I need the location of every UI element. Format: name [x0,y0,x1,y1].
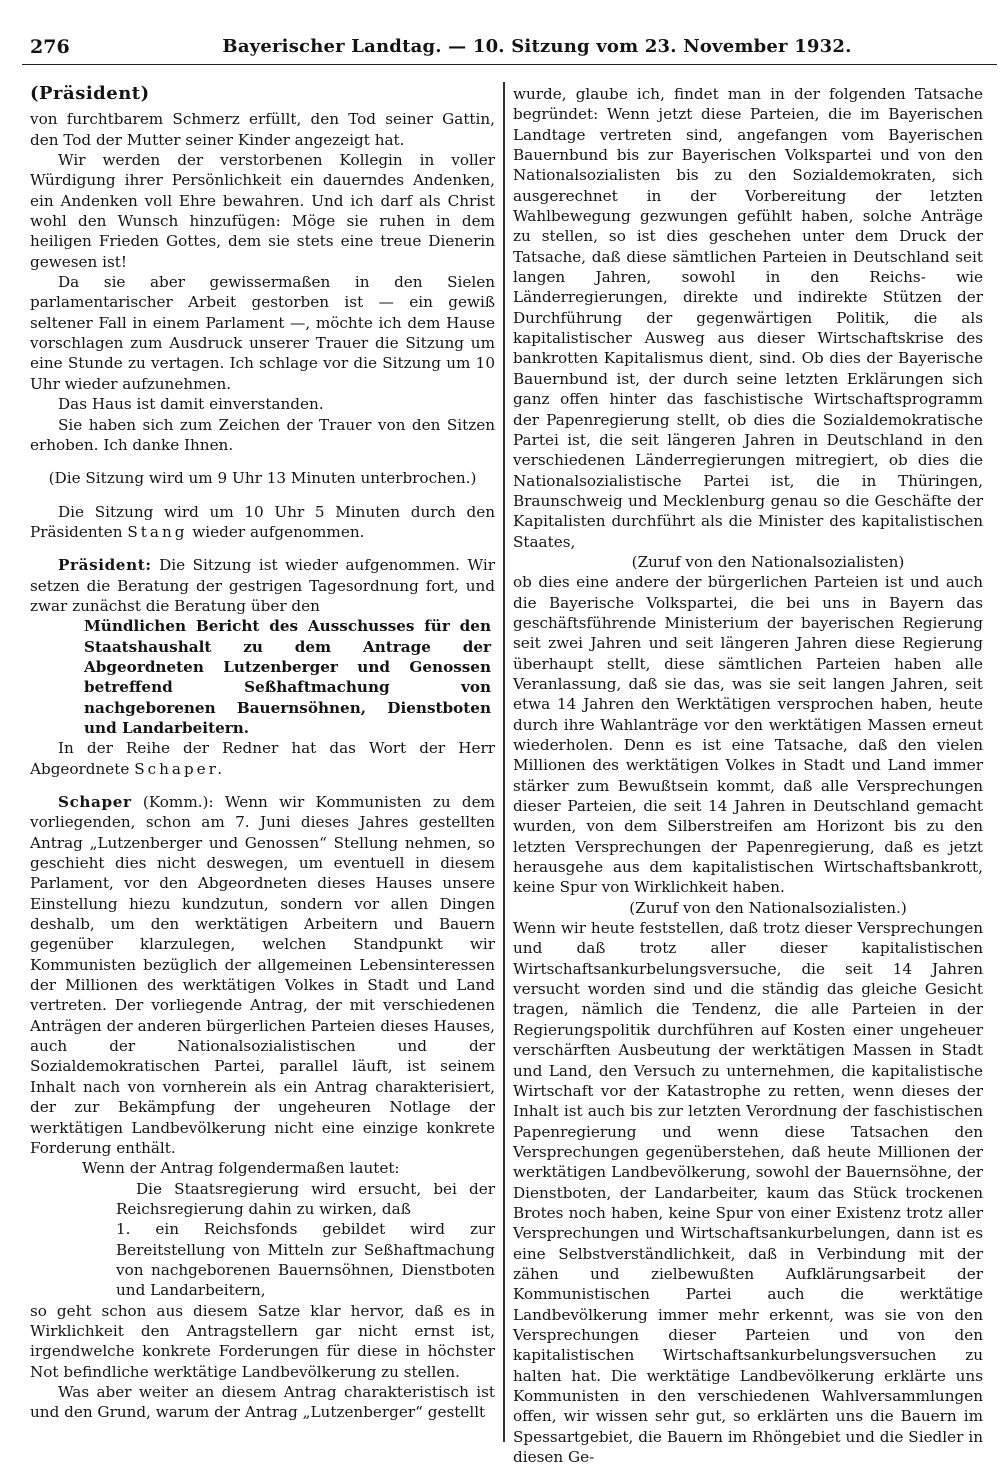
paragraph [30,792,495,1158]
paragraph [30,738,495,779]
paragraph [30,502,495,543]
session-interruption-note: (Die Sitzung wird um 9 Uhr 13 Minuten unterbrochen.) [48,469,477,488]
paragraph: Das Haus ist damit einverstanden. [58,395,324,414]
paragraph: Sie haben sich zum Zeichen der Trauer von den Sitzen erhoben. Ich danke Ihnen. [30,415,495,454]
president-name: Stang [127,522,188,541]
paragraph: von furchtbarem Schmerz erfüllt, den Tod seiner Gattin, den Tod der Mutter seiner Kinder angezeigt hat. [30,110,495,149]
text: wieder aufgenommen. [192,522,365,541]
quoted-motion-item: 1. ein Reichsfonds gebildet wird zur Bereitstellung von Mitteln zur Seßhaftmachung von nachgeborenen Bauernsöhnen, Dienstboten und Landarbeitern, [116,1220,495,1300]
paragraph [30,555,495,616]
column-divider [503,82,505,1442]
right-column [513,84,983,1467]
speaker-label: Präsident: [58,556,152,575]
page-number: 276 [30,36,70,58]
paragraph: ob dies eine andere der bürgerlichen Parteien ist und auch die Bayerische Volkspartei, die bei uns in Bayern das geschäftsführende Ministerium der bayerischen Regierung seit zwei Jahren und seit längeren Jahren diese Regierung überhaupt stellt, diese sämtlichen Parteien haben alle Veranlassung, daß sie das, was sie seit langen Jahren, seit etwa 14 Jahren den Werktätigen versprochen haben, heute durch ihre Wahlanträge vor den werktätigen Massen erneut wiederholen. Denn es ist eine Tatsache, daß den vielen Millionen des werktätigen Volkes in Stadt und Land immer stärker zum Bewußtsein kommt, daß alle Versprechungen dieser Parteien, die seit 14 Jahren in Deutschland gemacht wurden, von dem Silberstreifen am Horizont bis zu den letzten Versprechungen der Papenregierung, daß es jetzt herausgehe aus dem kapitalistischen Wirtschaftsbankrott, keine Spur von Wirklichkeit haben. [513,573,983,897]
text: Die Sitzung ist wieder aufgenommen. Wir setzen die Beratung der gestrigen Tagesordnung fort, und zwar zunächst die Beratung über den [30,556,495,615]
text: Die Sitzung wird um 10 Uhr 5 Minuten durch den Präsidenten [30,502,495,541]
speaker-name: Schaper. [134,759,226,778]
speaker-heading: (Präsident) [30,83,150,104]
quoted-motion: Die Staatsregierung wird ersucht, bei der Reichsregierung dahin zu wirken, daß [116,1179,495,1218]
text: Wenn wir Kommunisten zu dem vorliegenden, schon am 7. Juni dieses Jahres gestellten Antrag „Lutzenberger und Genossen“ Stellung nehmen, so geschieht dies nicht deswegen, um eventuell in diesem Parlament, vor den Abgeordneten dieses Hauses unsere Einstellung hiezu kundzutun, sondern vor allen Dingen deshalb, um den werktätigen Arbeitern und Bauern gegenüber klarzulegen, welchen Standpunkt wir Kommunisten bezüglich der allgemeinen Lebensinteressen der Millionen des werktätigen Volkes in Stadt und Land vertreten. Der vorliegende Antrag, der mit verschiedenen Anträgen der anderen bürgerlichen Parteien dieses Hauses, auch der Nationalsozialistischen und der Sozialdemokratischen Partei, parallel läuft, ist seinem Inhalt nach von vornherein als ein Antrag charakterisiert, der zur Bekämpfung der ungeheuren Notlage der werktätigen Landbevölkerung nicht eine einzige konkrete Forderung enthält. [30,793,496,1157]
agenda-item-title: Mündlichen Bericht des Ausschusses für den Staatshaushalt zu dem Antrage der Abgeordneten Lutzenberger und Genossen betreffend Seßhaftmachung von nachgeborenen Bauernsöhnen, Dienstboten und Landarbeitern. [84,617,491,737]
interjection: (Zuruf von den Nationalsozialisten) [631,552,905,571]
interjection: (Zuruf von den Nationalsozialisten.) [629,898,907,917]
paragraph: so geht schon aus diesem Satze klar hervor, daß es in Wirklichkeit den Antragstellern gar nicht ernst ist, irgendwelche konkrete Forderungen für diese in höchster Not befindliche werktätige Landbevölkerung zu stellen. [30,1301,495,1381]
page-header [22,30,997,65]
paragraph: Wenn wir heute feststellen, daß trotz dieser Versprechungen und daß trotz aller dieser kapitalistischen Wirtschaftsankurbelungsversuche, die seit 14 Jahren versucht worden sind und die ständig das gleiche Gesicht tragen, nämlich die Tendenz, die alle Parteien in der Regierungspolitik durchführen auf Kosten einer ungeheuer verschärften Ausbeutung der werktätigen Massen in Stadt und Land, den Versuch zu unternehmen, die kapitalistische Wirtschaft vor der Katastrophe zu retten, wenn dieses der Inhalt ist auch bis zur letzten Verordnung der faschistischen Papenregierung und wenn diese Tatsachen den Versprechungen gegenüberstehen, daß heute Millionen der werktätigen Landbevölkerung, sowohl der Bauernsöhne, der Dienstboten, der Landarbeiter, kaum das Stück trockenen Brotes noch haben, keine Spur von einer Existenz trotz aller Versprechungen und Wirtschaftsankurbelungen, dann ist es eine Selbstverständlichkeit, daß in Verbindung mit der zähen und zielbewußten Aufklärungsarbeit der Kommunistischen Partei auch die werktätige Landbevölkerung immer mehr erkennt, was sie von den Versprechungen dieser Parteien und von den kapitalistischen Wirtschaftsankurbelungsversuchen zu halten hat. Die werktätige Landbevölkerung erklärte uns Kommunisten in den verschiedenen Wahlversammlungen offen, wir wissen sehr gut, so erklärten uns die Bauern im Spessartgebiet, die Bauern im Rhöngebiet und die Siedler in diesen Ge- [513,919,983,1467]
running-head: Bayerischer Landtag. — 10. Sitzung vom 23. November 1932. [222,36,852,57]
text: In der Reihe der Redner hat das Wort der Herr Abgeordnete [30,739,495,778]
paragraph: Wir werden der verstorbenen Kollegin in voller Würdigung ihrer Persönlichkeit ein dauerndes Andenken, ein Andenken voll Ehre bewahren. Und ich darf als Christ wohl den Wunsch hinzufügen: Möge sie ruhen in dem heiligen Frieden Gottes, dem sie stets eine treue Dienerin gewesen ist! [30,151,495,271]
party-label: (Komm.): [142,793,214,811]
paragraph: Was aber weiter an diesem Antrag charakteristisch ist und den Grund, warum der Antrag „Lutzenberger“ gestellt [30,1382,495,1422]
paragraph: Da sie aber gewissermaßen in den Sielen parlamentarischer Arbeit gestorben ist — ein gewiß seltener Fall in einem Parlament —, möchte ich dem Hause vorschlagen zum Ausdruck unserer Trauer die Sitzung um eine Stunde zu vertagen. Ich schlage vor die Sitzung um 10 Uhr wieder aufzunehmen. [30,273,495,393]
speaker-label: Schaper [58,793,132,811]
left-column [30,84,495,1439]
paragraph: Wenn der Antrag folgendermaßen lautet: [82,1159,400,1178]
paragraph: wurde, glaube ich, findet man in der folgenden Tatsache begründet: Wenn jetzt diese Parteien, die im Bayerischen Landtage vertreten sind, angefangen vom Bayerischen Bauernbund bis zur Bayerischen Volkspartei und von den Nationalsozialisten bis zu den Sozialdemokraten, sich ausgerechnet in der Vorbereitung der letzten Wahlbewegung gezwungen gefühlt haben, solche Anträge zu stellen, so ist dies geschehen unter dem Druck der Tatsache, daß diese sämtlichen Parteien in Deutschland seit langen Jahren, sowohl in den Reichs- wie Länderregierungen, direkte und indirekte Stützen der Durchführung der gegenwärtigen Politik, die als kapitalistischer Ausweg aus dieser Wirtschaftskrise des bankrotten Kapitalismus dient, sind. Ob dies der Bayerische Bauernbund ist, der durch seine letzten Erklärungen sich ganz offen hinter das faschistische Wirtschaftsprogramm der Papenregierung stellt, ob dies die Sozialdemokratische Partei ist, die seit längeren Jahren in Deutschland in den verschiedenen Länderregierungen mitregiert, ob dies die Nationalsozialistische Partei ist, die in Thüringen, Braunschweig und Mecklenburg genau so die Geschäfte der Kapitalisten durchführt als die Minister des kapitalistischen Staates, [513,85,983,551]
